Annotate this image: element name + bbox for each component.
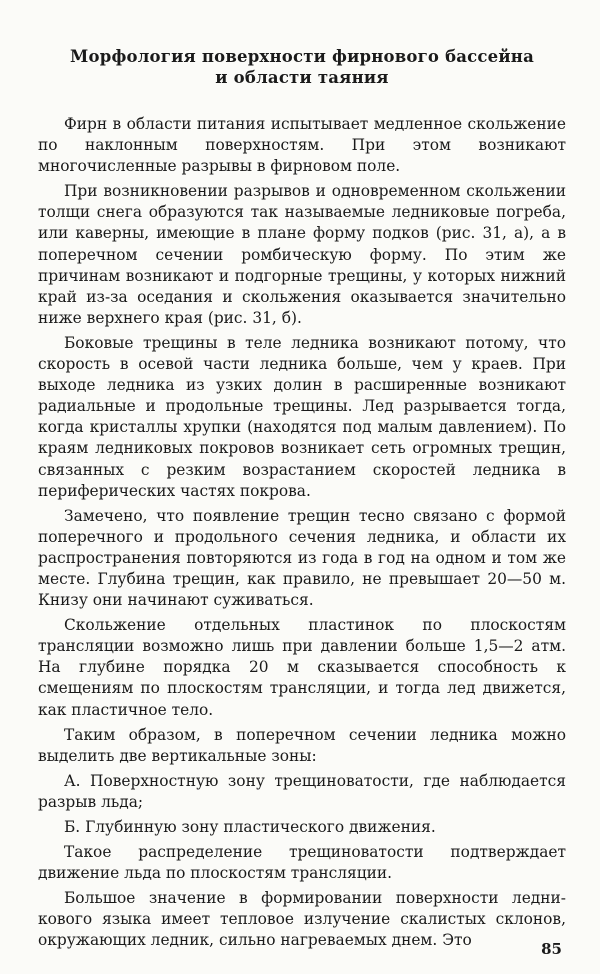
- list-item-b: Б. Глубинную зону пластического движения.: [64, 818, 436, 836]
- paragraph: Замечено, что появление трещин тесно связано с формой поперечного и продольного сечения ледника, и области их распространения повторяются из года в год на одном и том же месте. Глубина трещин, как правило, не превышает 20—50 м. Книзу они начинают суживаться.: [38, 506, 566, 610]
- paragraph: Боковые трещины в теле ледника возникают потому, что скорость в осевой части ледника больше, чем у краев. При выходе ледника из узких долин в расширенные возникают радиальные и продольные трещины. Лед разрывается тогда, когда кристаллы хрупки (находятся под малым давлением). По краям ледниковых покровов возникает сеть огромных трещин, связанных с резким возрастанием скоростей ледника в периферических частях покрова.: [38, 333, 566, 500]
- section-heading: [38, 46, 566, 88]
- section-heading-line-1: Морфология поверхности фирнового бассейна: [70, 47, 534, 66]
- paragraph: Скольжение отдельных пластинок по плоскостям трансляции возможно лишь при давлении больше 1,5—2 атм. На глубине порядка 20 м сказывается способность к смещениям по плоскостям трансляции, и тогда лед движется, как пластичное тело.: [38, 616, 566, 719]
- body-text: [38, 114, 566, 952]
- paragraph: Большое значение в формировании поверхности ледникового языка имеет тепловое излучение скалистых склонов, окружающих ледник, сильно нагреваемых днем. Это: [38, 889, 566, 950]
- section-heading-line-2: и области таяния: [215, 68, 389, 87]
- paragraph: Такое распределение трещиноватости подтверждает движение льда по плоскостям трансляции.: [38, 843, 566, 883]
- paragraph: При возникновении разрывов и одновременном скольжении толщи снега образуются так называемые ледниковые погреба, или каверны, имеющие в плане форму подков (рис. 31, а), а в поперечном сечении ромбическую форму. По этим же причинам возникают и подгорные трещины, у которых нижний край из-за оседания и скольжения оказывается значительно ниже верхнего края (рис. 31, б).: [38, 182, 566, 327]
- paragraph: Таким образом, в поперечном сечении ледника можно выделить две вертикальные зоны:: [38, 725, 566, 765]
- page-number: 85: [541, 940, 562, 958]
- paragraph: Фирн в области питания испытывает медленное скольжение по наклонным поверхностям. При этом возникают многочисленные разрывы в фирновом поле.: [38, 115, 566, 176]
- list-item-a: А. Поверхностную зону трещиноватости, где наблюдается разрыв льда;: [38, 771, 566, 811]
